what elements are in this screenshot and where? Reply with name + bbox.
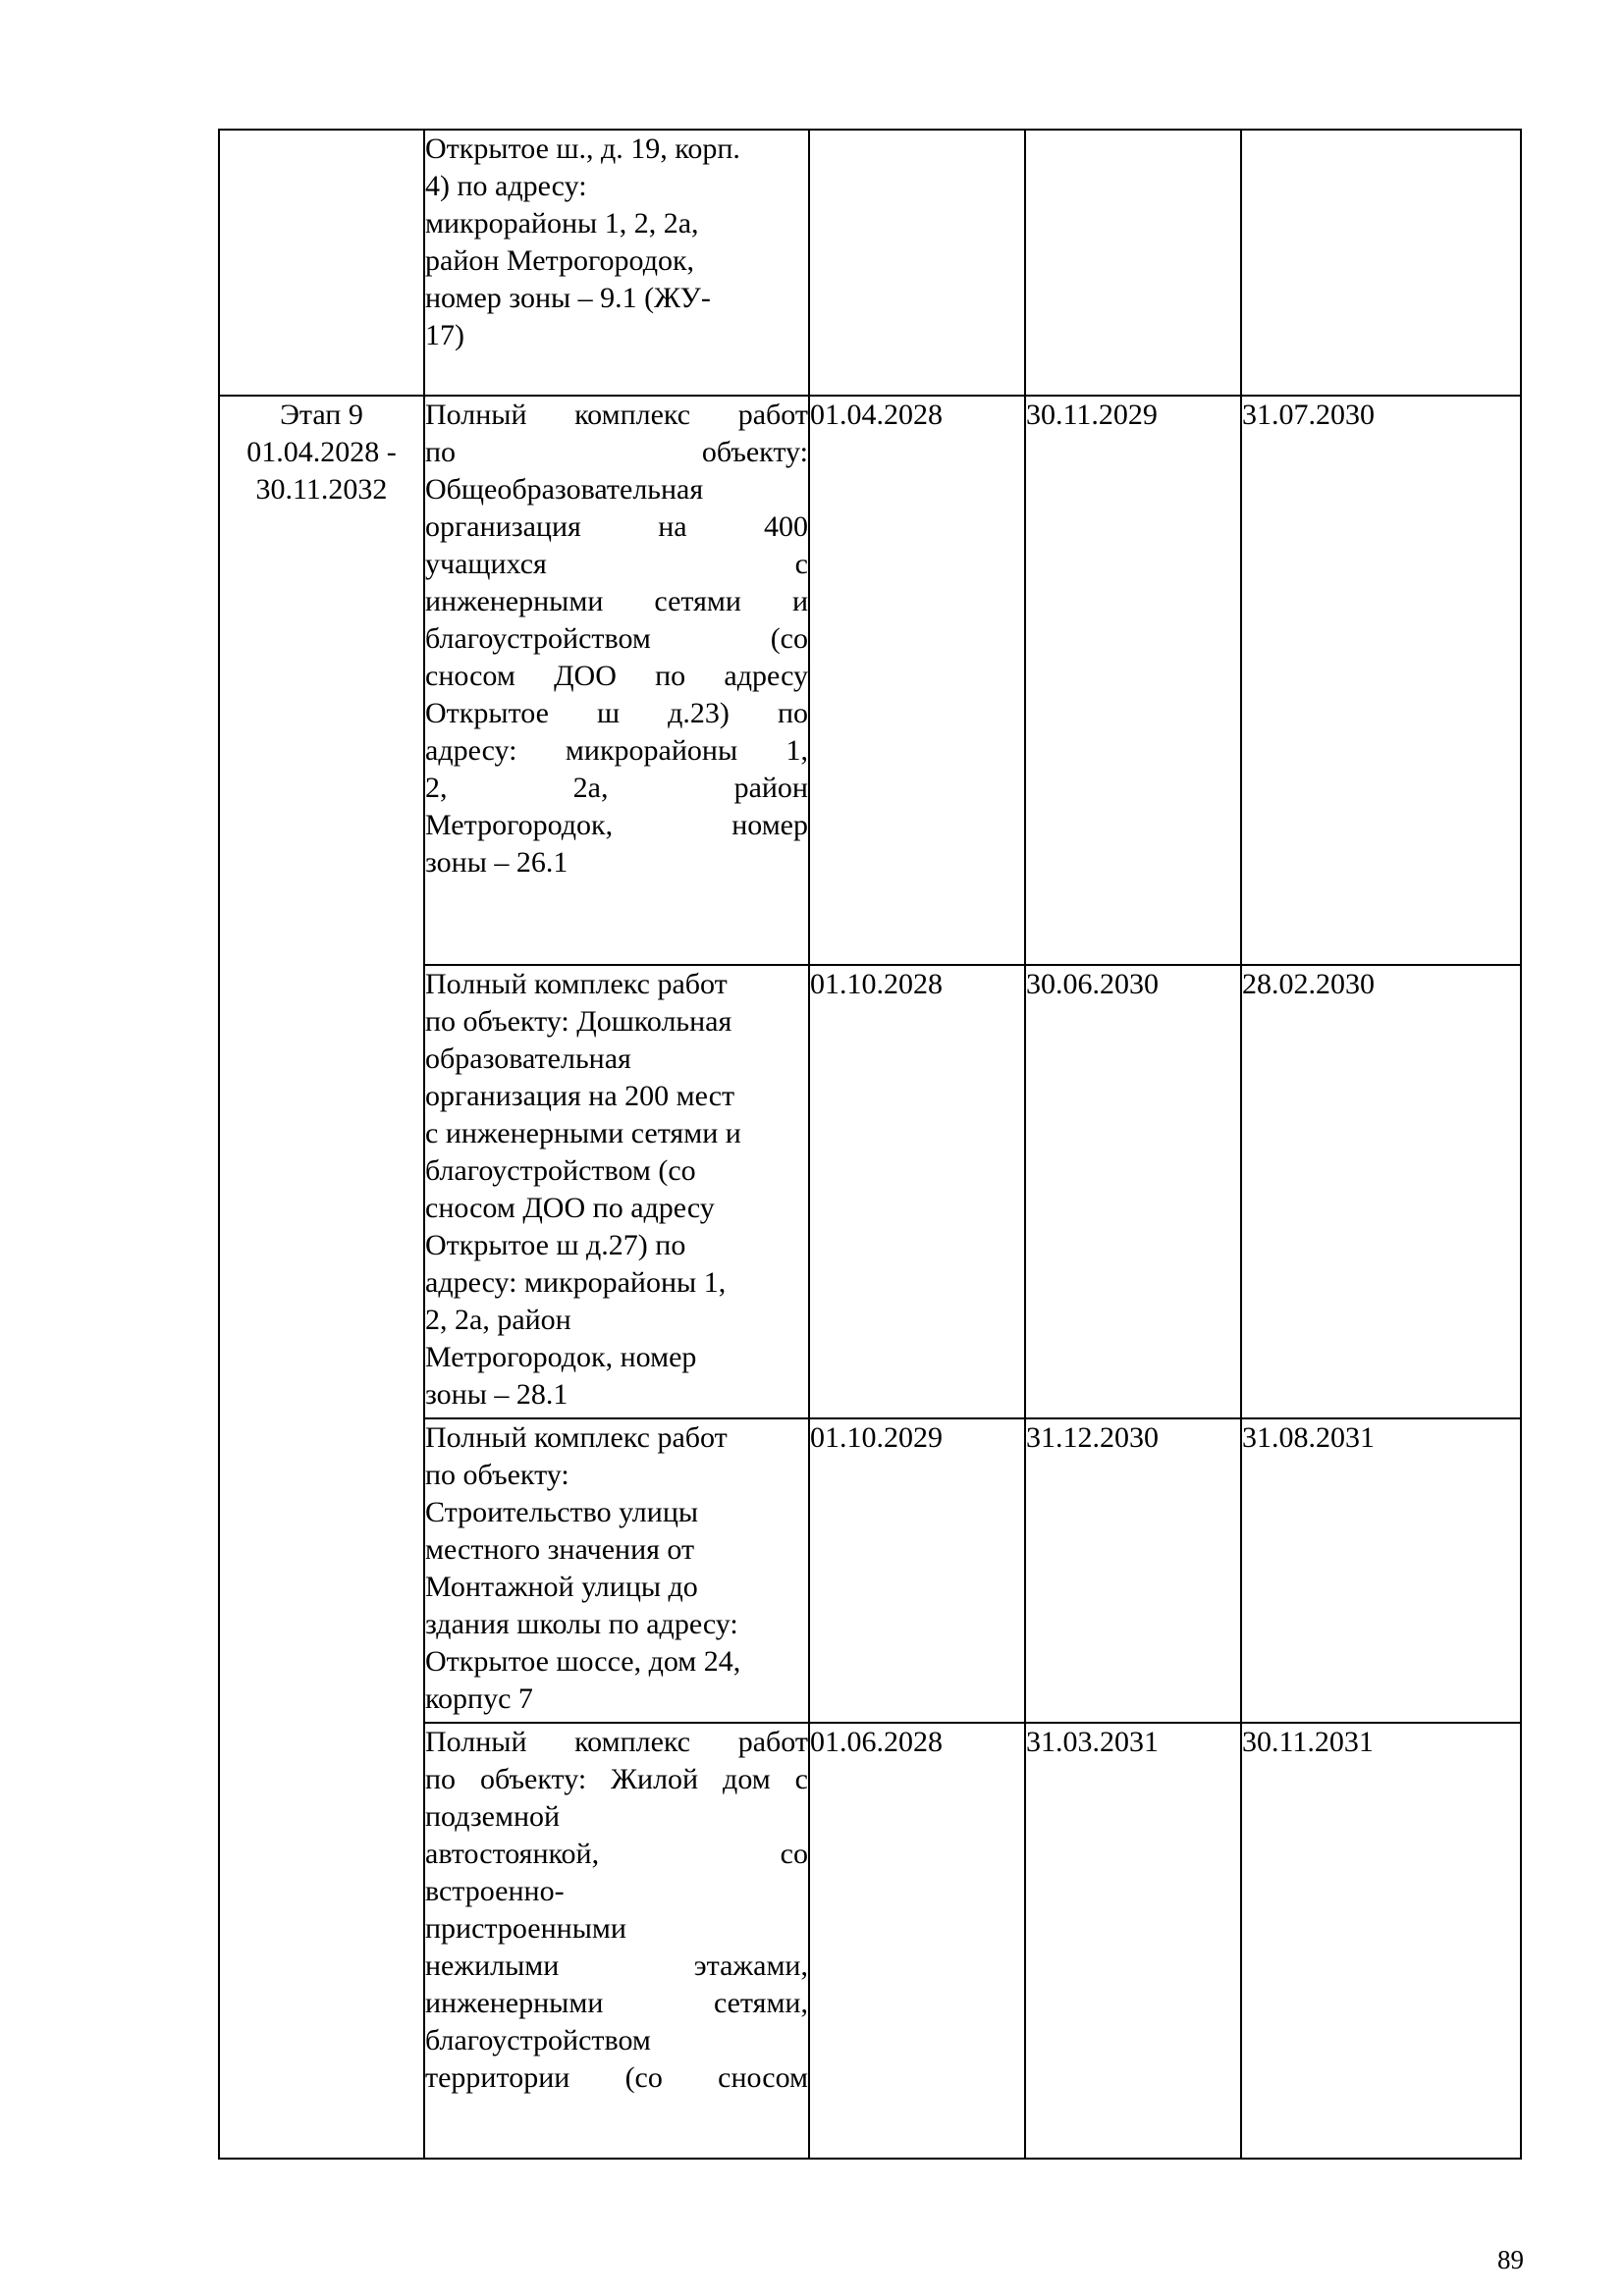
description-line: корпус 7	[425, 1682, 533, 1715]
table-row	[219, 396, 1521, 965]
end-date-cell: 30.06.2030	[1025, 965, 1241, 1418]
description-line: организация на 200 мест	[425, 1080, 735, 1112]
description-line: подземной	[425, 1800, 561, 1833]
description-line: зоны – 26.1	[425, 846, 568, 879]
end-date-cell: 31.12.2030	[1025, 1418, 1241, 1723]
description-line: по объекту:	[425, 1459, 569, 1491]
end-date-cell: 31.03.2031	[1025, 1723, 1241, 2159]
description-line: Полный комплекс работ	[425, 1726, 808, 1758]
description-line: здания школы по адресу:	[425, 1608, 738, 1640]
description-line: по объекту: Жилой дом с	[425, 1763, 808, 1795]
stage-dates-end: 30.11.2032	[255, 473, 388, 506]
description-cell	[424, 130, 809, 396]
start-date-cell: 01.10.2029	[809, 1418, 1025, 1723]
description-line: местного значения от	[425, 1533, 695, 1566]
description-line: по объекту: Дошкольная	[425, 1005, 732, 1038]
description-line: адресу: микрорайоны 1,	[425, 734, 808, 767]
end-date-cell: 30.11.2029	[1025, 396, 1241, 965]
deadline-date-cell: 28.02.2030	[1241, 965, 1521, 1418]
description-line: Открытое ш д.23) по	[425, 697, 808, 729]
description-line: Метрогородок, номер	[425, 809, 808, 841]
stage-dates-start: 01.04.2028 -	[246, 436, 397, 468]
description-line: территории (со сносом	[425, 2061, 808, 2094]
description-line: благоустройством (со	[425, 1154, 696, 1187]
deadline-date-cell: 31.07.2030	[1241, 396, 1521, 965]
description-line: нежилыми этажами,	[425, 1949, 808, 1982]
description-line: Полный комплекс работ	[425, 399, 808, 431]
schedule-table	[218, 129, 1522, 2160]
description-line: учащихся с	[425, 548, 808, 580]
description-line: адресу: микрорайоны 1,	[425, 1266, 727, 1299]
description-cell	[424, 965, 809, 1418]
deadline-date-cell	[1241, 130, 1521, 396]
description-line: автостоянкой, со	[425, 1838, 808, 1870]
description-line: Монтажной улицы до	[425, 1571, 698, 1603]
start-date-cell: 01.04.2028	[809, 396, 1025, 965]
deadline-date-cell: 30.11.2031	[1241, 1723, 1521, 2159]
stage-cell	[219, 130, 424, 396]
description-line: Открытое ш д.27) по	[425, 1229, 686, 1261]
deadline-date-cell: 31.08.2031	[1241, 1418, 1521, 1723]
stage-label: Этап 9	[280, 399, 363, 431]
stage-cell	[219, 396, 424, 2159]
description-line: по объекту:	[425, 436, 808, 468]
description-cell	[424, 1418, 809, 1723]
description-line: Строительство улицы	[425, 1496, 699, 1528]
description-line: район Метрогородок,	[425, 244, 695, 277]
description-line: 17)	[425, 319, 464, 351]
description-line: сносом ДОО по адресу	[425, 660, 808, 692]
description-line: сносом ДОО по адресу	[425, 1192, 715, 1224]
description-line: пристроенными	[425, 1912, 626, 1945]
description-line: зоны – 28.1	[425, 1378, 568, 1411]
description-cell	[424, 396, 809, 965]
description-line: Полный комплекс работ	[425, 1421, 728, 1454]
description-line: встроенно-	[425, 1875, 565, 1907]
start-date-cell	[809, 130, 1025, 396]
description-line: Полный комплекс работ	[425, 968, 728, 1000]
description-line: благоустройством (со	[425, 622, 808, 655]
start-date-cell: 01.10.2028	[809, 965, 1025, 1418]
description-line: образовательная	[425, 1042, 631, 1075]
page-number: 89	[1497, 2245, 1524, 2274]
description-line: номер зоны – 9.1 (ЖУ-	[425, 282, 711, 314]
description-cell	[424, 1723, 809, 2159]
end-date-cell	[1025, 130, 1241, 396]
description-line: инженерными сетями и	[425, 585, 808, 617]
description-line: организация на 400	[425, 510, 808, 543]
description-line: инженерными сетями,	[425, 1987, 808, 2019]
description-line: микрорайоны 1, 2, 2а,	[425, 207, 699, 240]
description-line: 4) по адресу:	[425, 170, 587, 202]
description-line: с инженерными сетями и	[425, 1117, 741, 1149]
description-line: Открытое ш., д. 19, корп.	[425, 133, 740, 165]
start-date-cell: 01.06.2028	[809, 1723, 1025, 2159]
table-row	[219, 130, 1521, 396]
description-line: Общеобразовательная	[425, 473, 704, 506]
description-line: 2, 2а, район	[425, 1304, 571, 1336]
description-line: благоустройством	[425, 2024, 651, 2056]
description-line: Метрогородок, номер	[425, 1341, 697, 1373]
description-line: Открытое шоссе, дом 24,	[425, 1645, 741, 1678]
description-line: 2, 2а, район	[425, 772, 808, 804]
